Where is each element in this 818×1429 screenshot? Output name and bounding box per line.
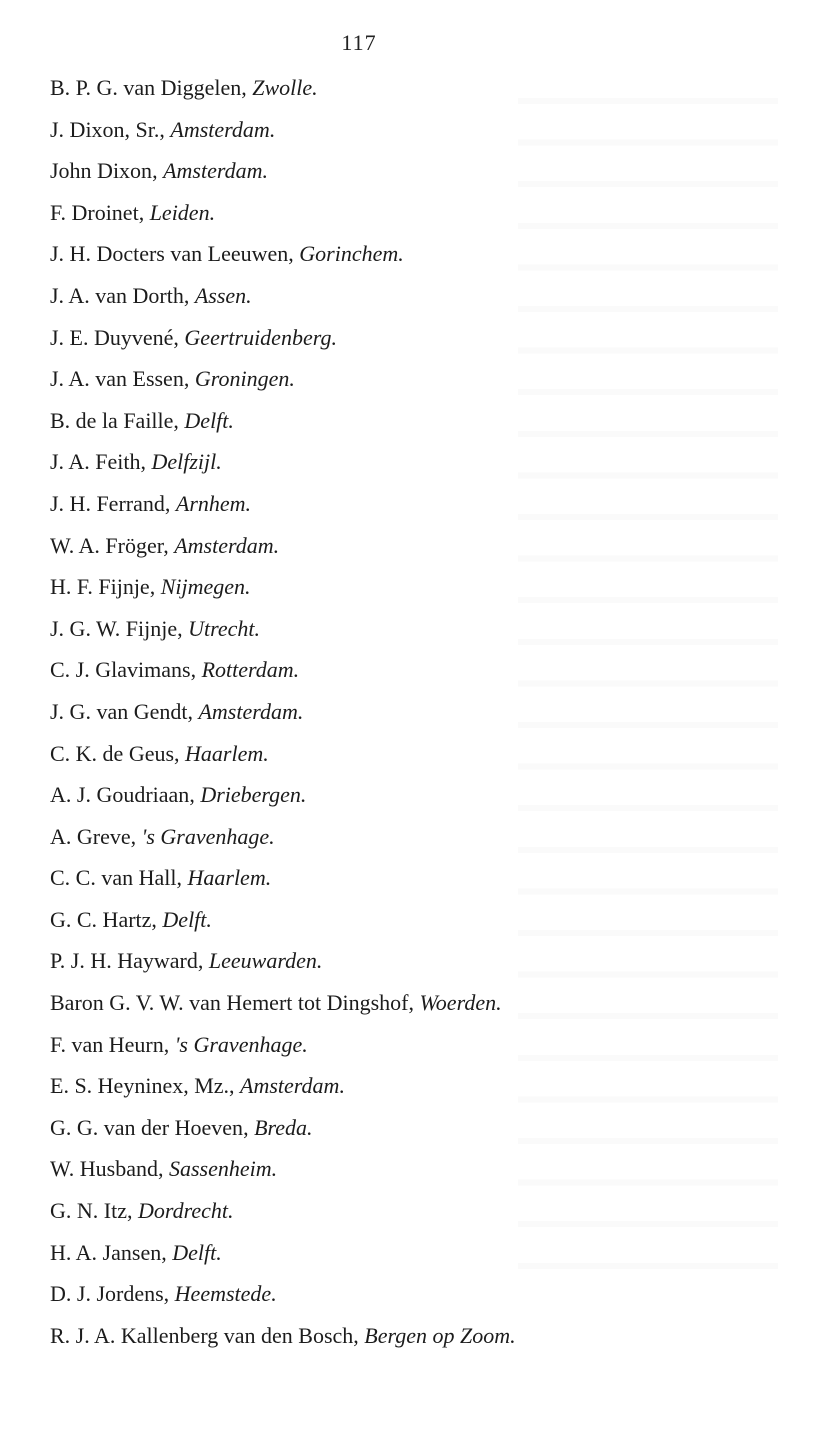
list-item bbox=[50, 982, 790, 1024]
separator: , bbox=[408, 990, 420, 1016]
separator: , bbox=[174, 740, 186, 766]
member-name: F. Droinet bbox=[50, 199, 139, 225]
member-place: Delft bbox=[172, 1239, 217, 1265]
member-place: Delfzijl bbox=[151, 449, 217, 475]
list-item bbox=[50, 109, 790, 151]
list-item bbox=[50, 608, 790, 650]
separator: , bbox=[288, 241, 300, 267]
terminal-period: . bbox=[312, 75, 318, 100]
terminal-period: . bbox=[246, 282, 252, 308]
member-place: Sassenheim bbox=[168, 1156, 272, 1182]
member-name: W. Husband bbox=[50, 1156, 158, 1182]
list-item bbox=[50, 1315, 790, 1357]
member-place: Zwolle bbox=[252, 75, 313, 100]
list-item bbox=[50, 899, 790, 941]
member-name: H. F. Fijnje bbox=[50, 574, 150, 600]
list-item bbox=[50, 1273, 790, 1315]
separator: , bbox=[189, 782, 201, 808]
list-item bbox=[50, 1107, 790, 1149]
separator: , bbox=[161, 1239, 173, 1265]
member-list bbox=[50, 67, 790, 1356]
list-item bbox=[50, 1148, 790, 1190]
member-place: Delft bbox=[162, 906, 207, 932]
terminal-period: . bbox=[273, 532, 280, 558]
terminal-period: . bbox=[398, 241, 404, 267]
list-item bbox=[50, 400, 790, 442]
member-place: 's Gravenhage bbox=[141, 823, 270, 849]
terminal-period: . bbox=[245, 574, 251, 600]
member-place: Geertruidenberg bbox=[184, 324, 332, 350]
separator: , bbox=[177, 615, 189, 641]
separator: , bbox=[176, 865, 188, 891]
list-item bbox=[50, 857, 790, 899]
list-item bbox=[50, 1190, 790, 1232]
member-place: 's Gravenhage bbox=[174, 1031, 303, 1057]
separator: , bbox=[152, 158, 164, 184]
list-item bbox=[50, 192, 790, 234]
terminal-period: . bbox=[302, 1031, 308, 1057]
list-item bbox=[50, 816, 790, 858]
separator: , bbox=[157, 1156, 169, 1182]
terminal-period: . bbox=[228, 1198, 234, 1224]
terminal-period: . bbox=[265, 865, 272, 891]
separator: , bbox=[151, 906, 163, 932]
terminal-period: . bbox=[300, 782, 307, 808]
member-name: A. J. Goudriaan bbox=[50, 782, 190, 808]
terminal-period: . bbox=[271, 1156, 278, 1182]
list-item bbox=[50, 649, 790, 691]
terminal-period: . bbox=[289, 366, 295, 392]
member-name: P. J. H. Hayward bbox=[50, 948, 198, 974]
member-name: C. K. de Geus bbox=[50, 740, 175, 766]
terminal-period: . bbox=[254, 615, 261, 641]
terminal-period: . bbox=[228, 407, 234, 433]
member-name: E. S. Heyninex, Mz. bbox=[50, 1073, 230, 1099]
member-name: G. G. van der Hoeven bbox=[50, 1114, 244, 1140]
list-item bbox=[50, 358, 790, 400]
member-place: Bergen op Zoom bbox=[364, 1322, 511, 1348]
separator: , bbox=[187, 698, 199, 724]
separator: , bbox=[241, 75, 253, 100]
member-place: Rotterdam bbox=[201, 657, 294, 683]
member-place: Amsterdam bbox=[163, 158, 263, 184]
member-place: Haarlem bbox=[185, 740, 264, 766]
member-place: Gorinchem bbox=[299, 241, 399, 267]
separator: , bbox=[126, 1198, 138, 1224]
terminal-period: . bbox=[339, 1073, 345, 1099]
terminal-period: . bbox=[269, 116, 276, 142]
member-name: J. A. van Essen bbox=[50, 366, 184, 392]
member-name: J. G. W. Fijnje bbox=[50, 615, 178, 641]
terminal-period: . bbox=[263, 740, 269, 766]
member-name: J. A. van Dorth bbox=[50, 282, 184, 308]
list-item bbox=[50, 441, 790, 483]
separator: , bbox=[183, 282, 195, 308]
member-name: John Dixon bbox=[50, 158, 153, 184]
terminal-period: . bbox=[271, 1281, 277, 1307]
member-place: Woerden bbox=[419, 990, 497, 1016]
separator: , bbox=[163, 1281, 175, 1307]
terminal-period: . bbox=[293, 657, 300, 683]
member-name: J. G. van Gendt bbox=[50, 698, 188, 724]
terminal-period: . bbox=[297, 698, 304, 724]
list-item bbox=[50, 566, 790, 608]
member-name: H. A. Jansen bbox=[50, 1239, 162, 1265]
separator: , bbox=[229, 1073, 241, 1099]
list-item bbox=[50, 525, 790, 567]
separator: , bbox=[149, 574, 161, 600]
member-place: Leeuwarden bbox=[208, 948, 317, 974]
terminal-period: . bbox=[262, 158, 268, 184]
member-name: W. A. Fröger bbox=[50, 532, 164, 558]
member-name: G. C. Hartz bbox=[50, 906, 152, 932]
member-place: Groningen bbox=[194, 366, 290, 392]
list-item bbox=[50, 275, 790, 317]
list-item bbox=[50, 1065, 790, 1107]
member-name: B. de la Faille bbox=[50, 407, 174, 433]
terminal-period: . bbox=[316, 948, 323, 974]
member-place: Delft bbox=[184, 407, 229, 433]
list-item bbox=[50, 774, 790, 816]
member-name: C. J. Glavimans bbox=[50, 657, 191, 683]
separator: , bbox=[138, 199, 150, 225]
separator: , bbox=[163, 1031, 175, 1057]
terminal-period: . bbox=[269, 823, 275, 849]
separator: , bbox=[140, 449, 152, 475]
terminal-period: . bbox=[206, 906, 212, 932]
member-place: Amsterdam bbox=[240, 1073, 340, 1099]
member-place: Amsterdam bbox=[198, 698, 298, 724]
member-name: A. Greve bbox=[50, 823, 131, 849]
terminal-period: . bbox=[209, 199, 216, 225]
member-name: J. A. Feith bbox=[50, 449, 141, 475]
separator: , bbox=[353, 1322, 365, 1348]
terminal-period: . bbox=[496, 990, 502, 1016]
list-item bbox=[50, 233, 790, 275]
member-place: Amsterdam bbox=[170, 116, 270, 142]
member-name: C. C. van Hall bbox=[50, 865, 177, 891]
member-name: J. H. Docters van Leeuwen bbox=[50, 241, 289, 267]
separator: , bbox=[243, 1114, 255, 1140]
member-place: Haarlem bbox=[187, 865, 266, 891]
member-place: Amsterdam bbox=[174, 532, 274, 558]
member-place: Arnhem bbox=[175, 490, 246, 516]
member-name: G. N. Itz bbox=[50, 1198, 127, 1224]
list-item bbox=[50, 691, 790, 733]
member-name: R. J. A. Kallenberg van den Bosch bbox=[50, 1322, 354, 1348]
separator: , bbox=[164, 490, 176, 516]
member-name: J. Dixon, Sr. bbox=[50, 116, 160, 142]
member-place: Nijmegen bbox=[160, 574, 246, 600]
list-item bbox=[50, 483, 790, 525]
member-name: D. J. Jordens bbox=[50, 1281, 164, 1307]
separator: , bbox=[190, 657, 202, 683]
separator: , bbox=[183, 366, 195, 392]
list-item bbox=[50, 150, 790, 192]
member-name: Baron G. V. W. van Hemert tot Dingshof bbox=[50, 990, 409, 1016]
list-item bbox=[50, 1024, 790, 1066]
page-number: 117 bbox=[341, 30, 377, 55]
separator: , bbox=[163, 532, 175, 558]
terminal-period: . bbox=[307, 1114, 313, 1140]
member-place: Leiden bbox=[149, 199, 210, 225]
separator: , bbox=[173, 407, 185, 433]
member-place: Utrecht bbox=[188, 615, 255, 641]
separator: , bbox=[197, 948, 209, 974]
terminal-period: . bbox=[216, 449, 222, 475]
list-item bbox=[50, 1232, 790, 1274]
separator: , bbox=[130, 823, 142, 849]
member-place: Driebergen bbox=[200, 782, 301, 808]
member-place: Assen bbox=[194, 282, 247, 308]
member-name: J. H. Ferrand bbox=[50, 490, 165, 516]
member-name: B. P. G. van Diggelen bbox=[50, 75, 242, 100]
terminal-period: . bbox=[245, 490, 252, 516]
member-name: J. E. Duyvené bbox=[50, 324, 174, 350]
member-place: Dordrecht bbox=[137, 1198, 229, 1224]
member-place: Breda bbox=[254, 1114, 308, 1140]
member-place: Heemstede bbox=[174, 1281, 272, 1307]
list-item bbox=[50, 733, 790, 775]
list-item bbox=[50, 67, 790, 109]
separator: , bbox=[173, 324, 185, 350]
list-item bbox=[50, 940, 790, 982]
list-item bbox=[50, 317, 790, 359]
separator: , bbox=[159, 116, 171, 142]
terminal-period: . bbox=[331, 324, 337, 350]
member-name: F. van Heurn bbox=[50, 1031, 164, 1057]
terminal-period: . bbox=[216, 1239, 222, 1265]
terminal-period: . bbox=[510, 1322, 516, 1348]
